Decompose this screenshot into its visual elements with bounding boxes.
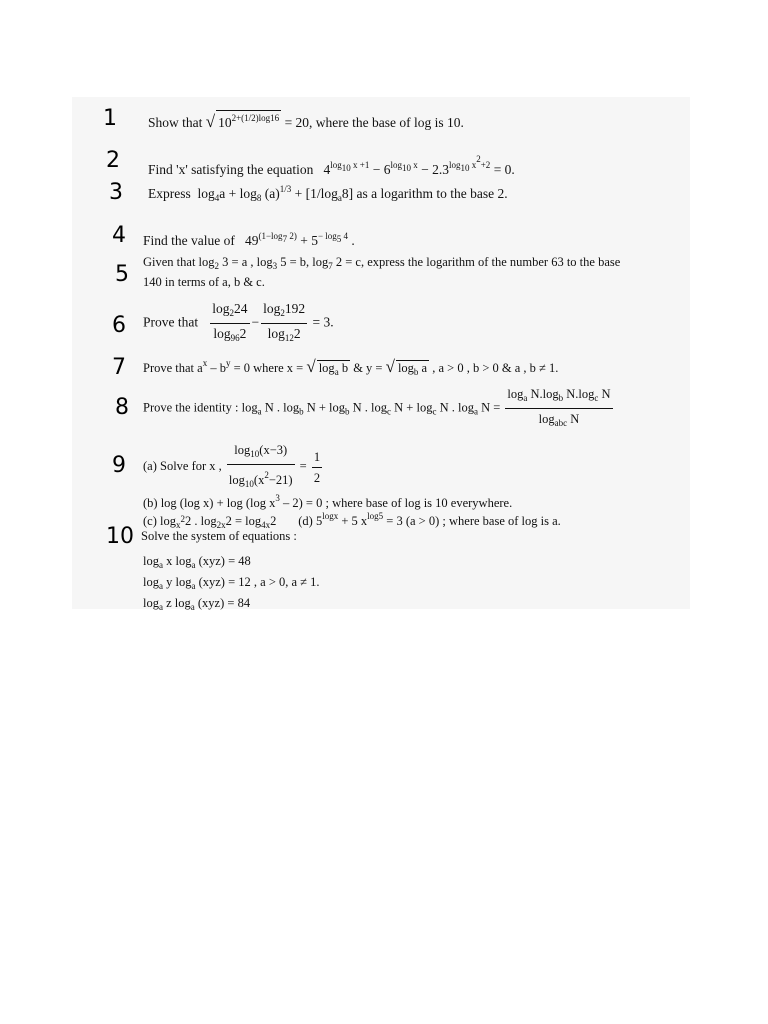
question-7: Prove that $a^x - b^y = 0$ where x = √ $\log_a b$ & y = √ $\log_b a$ , a > 0 , b > 0 & a , b ≠ 1. [143, 355, 558, 380]
question-number-4: 4 [112, 223, 126, 248]
question-number-7: 7 [112, 355, 126, 380]
question-2: Find 'x' satisfying the equation $4^{log_{10} x +1} - 6^{log_{10} x} - 2.3^{log_{10} x^2+2} = 0$. [148, 154, 515, 177]
question-1: Show that √ $10^{2+(1/2)log16} = 20$, where the base of log is 10. [148, 112, 464, 131]
question-number-2: 2 [106, 148, 120, 173]
question-10-title: Solve the system of equations : [141, 529, 297, 543]
equation-row: $\log_a x$ $\log_a (xyz) = 48$ [143, 554, 251, 570]
question-9cd: (c) $\log_{x^2}2$ . $\log_{2x}2 = \log_{4x}2$ (d) $5^{logx} + 5$ $x^{log5} = 3$ (a > 0) ; where base of log is a. [143, 511, 561, 530]
question-5: Given that $\log_2 3 = a$ , $\log_3 5 = b$, $\log_7 2 = c$, express the logarithm of the number 63 to the base 140 in terms of a, b & c. [143, 255, 621, 289]
equation-row: $\log_a z$ $\log_a (xyz) = 84$ [143, 596, 251, 612]
question-8: Prove the identity : $\log_a N$ . $\log_b N + \log_b N$ . $\log_c N + \log_c N$ . $\log_a N$ = $\frac{\log_a N.\log_b N.\log_c N}{\log_{abc} N}$ [143, 387, 611, 428]
question-number-9: 9 [112, 453, 126, 478]
question-number-3: 3 [109, 180, 123, 205]
question-number-8: 8 [115, 395, 129, 420]
question-9a: (a) Solve for x , $\frac{\log_{10}(x-3)}{\log_{10}(x^2-21)}$ = $\frac{1}{2}$ [143, 443, 321, 489]
question-number-5: 5 [115, 262, 129, 287]
equation-row: $\log_a y$ $\log_a (xyz) = 12$ , a > 0, a ≠ 1. [143, 575, 320, 591]
question-3: Express $\log_4a + \log_8 (a)^{1/3} + [1/\log_a8]$ as a logarithm to the base 2. [148, 184, 508, 203]
question-10-system [143, 553, 320, 616]
question-number-1: 1 [103, 106, 117, 131]
question-9b: (b) log (log x) + log (log $x^3 - 2) = 0$ ; where base of log is 10 everywhere. [143, 493, 513, 510]
question-number-10: 10 [106, 524, 134, 549]
question-number-6: 6 [112, 313, 126, 338]
question-6: Prove that $\frac{\log_224}{\log_{96}2}$ − $\frac{\log_2192}{\log_{12}2}$ = 3. [143, 301, 334, 343]
question-4: Find the value of $49^{(1-log_7 2)} + 5^{- log_5 4}$ . [143, 231, 355, 248]
